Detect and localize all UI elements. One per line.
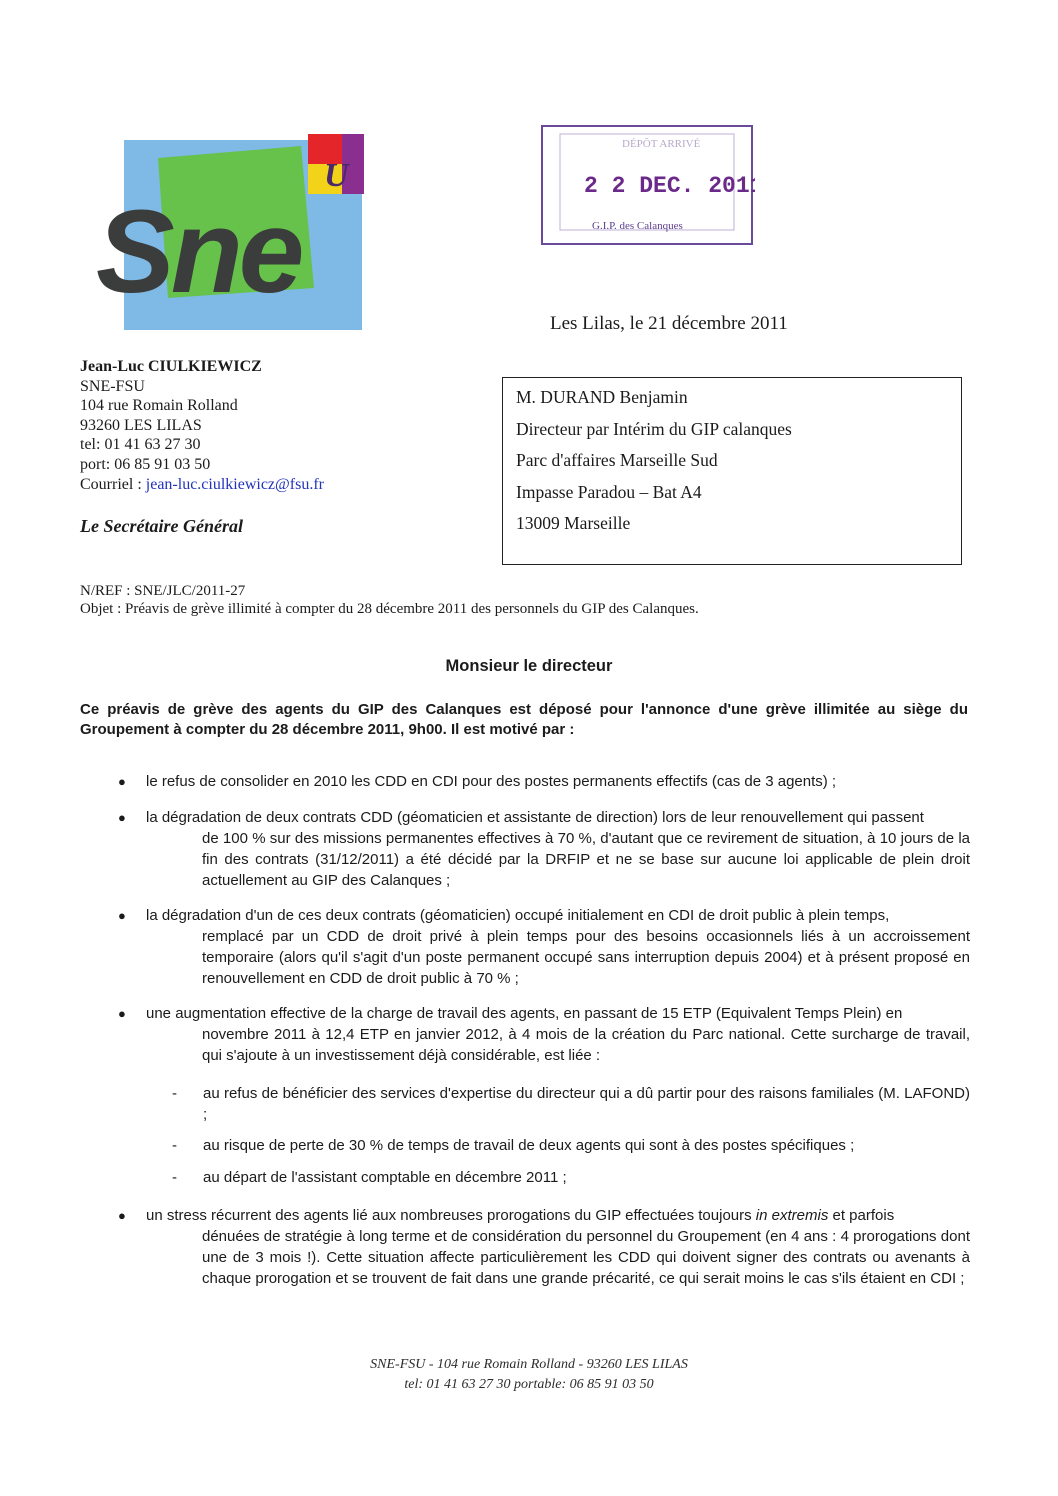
sender-courriel <box>80 475 324 495</box>
received-stamp <box>540 122 755 250</box>
sender-email-link[interactable]: jean-luc.ciulkiewicz@fsu.fr <box>145 475 324 493</box>
list-item-continuation: novembre 2011 à 12,4 ETP en janvier 2012, à 4 mois de la création du Parc national. Cette surcharge de travail, qui s'ajoute à un investissement déjà considérable, est liée : <box>202 1026 970 1064</box>
sender-port: port: 06 85 91 03 50 <box>80 455 211 473</box>
reference-number: N/REF : SNE/JLC/2011-27 <box>80 583 246 599</box>
courriel-label: Courriel : <box>80 475 146 493</box>
list-item-text-part: un stress récurrent des agents lié aux nombreuses prorogations du GIP effectuées toujours <box>146 1207 756 1224</box>
dash-icon: - <box>172 1169 177 1186</box>
list-item-continuation: remplacé par un CDD de droit privé à plein temps pour des besoins occasionnels liés à un accroissement temporaire (alors qu'il s'agit d'un poste permanent occupé sans interruption depuis 2004) et à présent proposé en renouvellement en CDD de droit public à 70 % ; <box>202 928 970 987</box>
dash-icon: - <box>172 1137 177 1154</box>
intro-paragraph: Ce préavis de grève des agents du GIP des Calanques est déposé pour l'annonce d'une grève illimitée au siège du Groupement à compter du 28 décembre 2011, 9h00. Il est motivé par : <box>80 701 968 738</box>
footer-phones: tel: 01 41 63 27 30 portable: 06 85 91 03 50 <box>404 1377 654 1392</box>
footer-address: SNE-FSU - 104 rue Romain Rolland - 93260 LES LILAS <box>370 1357 688 1372</box>
list-item-text: la dégradation de deux contrats CDD (géomaticien et assistante de direction) lors de leur renouvellement qui passent <box>146 809 924 826</box>
sub-list-item-text: au risque de perte de 30 % de temps de travail de deux agents qui sont à des postes spécifiques ; <box>203 1137 855 1154</box>
recipient-address-box <box>502 377 962 565</box>
sender-block <box>80 357 324 494</box>
logo-u-mark: U <box>324 157 349 194</box>
bullet-icon: ● <box>118 1208 126 1223</box>
sender-city: 93260 LES LILAS <box>80 416 202 434</box>
bullet-icon: ● <box>118 908 126 923</box>
stamp-bottom-text: G.I.P. des Calanques <box>592 220 683 232</box>
stamp-graphic <box>540 122 755 250</box>
list-item-text <box>146 1205 970 1226</box>
sender-street: 104 rue Romain Rolland <box>80 397 238 415</box>
recipient-address-line2: Impasse Paradou – Bat A4 <box>516 481 702 502</box>
dash-icon: - <box>172 1085 177 1102</box>
bullet-icon: ● <box>118 810 126 825</box>
salutation: Monsieur le directeur <box>445 657 613 675</box>
list-item-continuation: de 100 % sur des missions permanentes effectives à 70 %, d'autant que ce revirement de situation, à 10 jours de la fin des contrats (31/12/2011) a été décidé par la DRFIP et ne se base sur aucune loi applicable de plein droit actuellement au GIP des Calanques ; <box>202 830 970 889</box>
sub-list-item-text: au départ de l'assistant comptable en décembre 2011 ; <box>203 1169 567 1186</box>
sender-tel: tel: 01 41 63 27 30 <box>80 436 201 454</box>
sne-logo-graphic <box>96 128 386 333</box>
emphasis-text: in extremis <box>755 1207 829 1224</box>
sender-name: Jean-Luc CIULKIEWICZ <box>80 358 262 375</box>
letter-date: Les Lilas, le 21 décembre 2011 <box>550 313 788 334</box>
stamp-top-text: DÉPÔT ARRIVÉ <box>622 138 701 150</box>
recipient-city: 13009 Marseille <box>516 513 631 533</box>
list-item-text: une augmentation effective de la charge de travail des agents, en passant de 15 ETP (Equivalent Temps Plein) en <box>146 1005 903 1022</box>
sender-title: Le Secrétaire Général <box>80 516 243 536</box>
reference-block <box>80 582 699 618</box>
list-item-continuation: dénuées de stratégie à long terme et de considération du personnel du Groupement (en 4 ans : 4 prorogations dont une de 3 mois !). Cette situation affecte particulièrement les CDD qui doivent signer des contrats ou avenants à chaque prorogation et se trouvent de fait dans une grande précarité, ce qui serait moins le cas s'ils étaient en CDI ; <box>202 1228 970 1287</box>
sender-org: SNE-FSU <box>80 377 145 395</box>
recipient-name: M. DURAND Benjamin <box>516 387 688 407</box>
recipient-address-line1: Parc d'affaires Marseille Sud <box>516 450 718 470</box>
bullet-icon: ● <box>118 1006 126 1021</box>
page-footer <box>0 1355 1058 1395</box>
stamp-date: 2 2 DEC. 2011 <box>584 173 755 199</box>
logo-wordmark: Sne <box>96 186 301 318</box>
list-item-text: la dégradation d'un de ces deux contrats (géomaticien) occupé initialement en CDI de droit public à plein temps, <box>146 907 890 924</box>
recipient-role: Directeur par Intérim du GIP calanques <box>516 418 792 439</box>
sub-list-item-text: au refus de bénéficier des services d'expertise du directeur qui a dû partir pour des raisons familiales (M. LAFOND) ; <box>203 1085 970 1123</box>
sne-logo <box>96 128 386 333</box>
letter-object: Objet : Préavis de grève illimité à compter du 28 décembre 2011 des personnels du GIP des Calanques. <box>80 601 699 617</box>
list-item-text: le refus de consolider en 2010 les CDD en CDI pour des postes permanents effectifs (cas de 3 agents) ; <box>146 773 837 790</box>
bullet-icon: ● <box>118 774 126 789</box>
list-item-text-part: et parfois <box>828 1207 895 1224</box>
